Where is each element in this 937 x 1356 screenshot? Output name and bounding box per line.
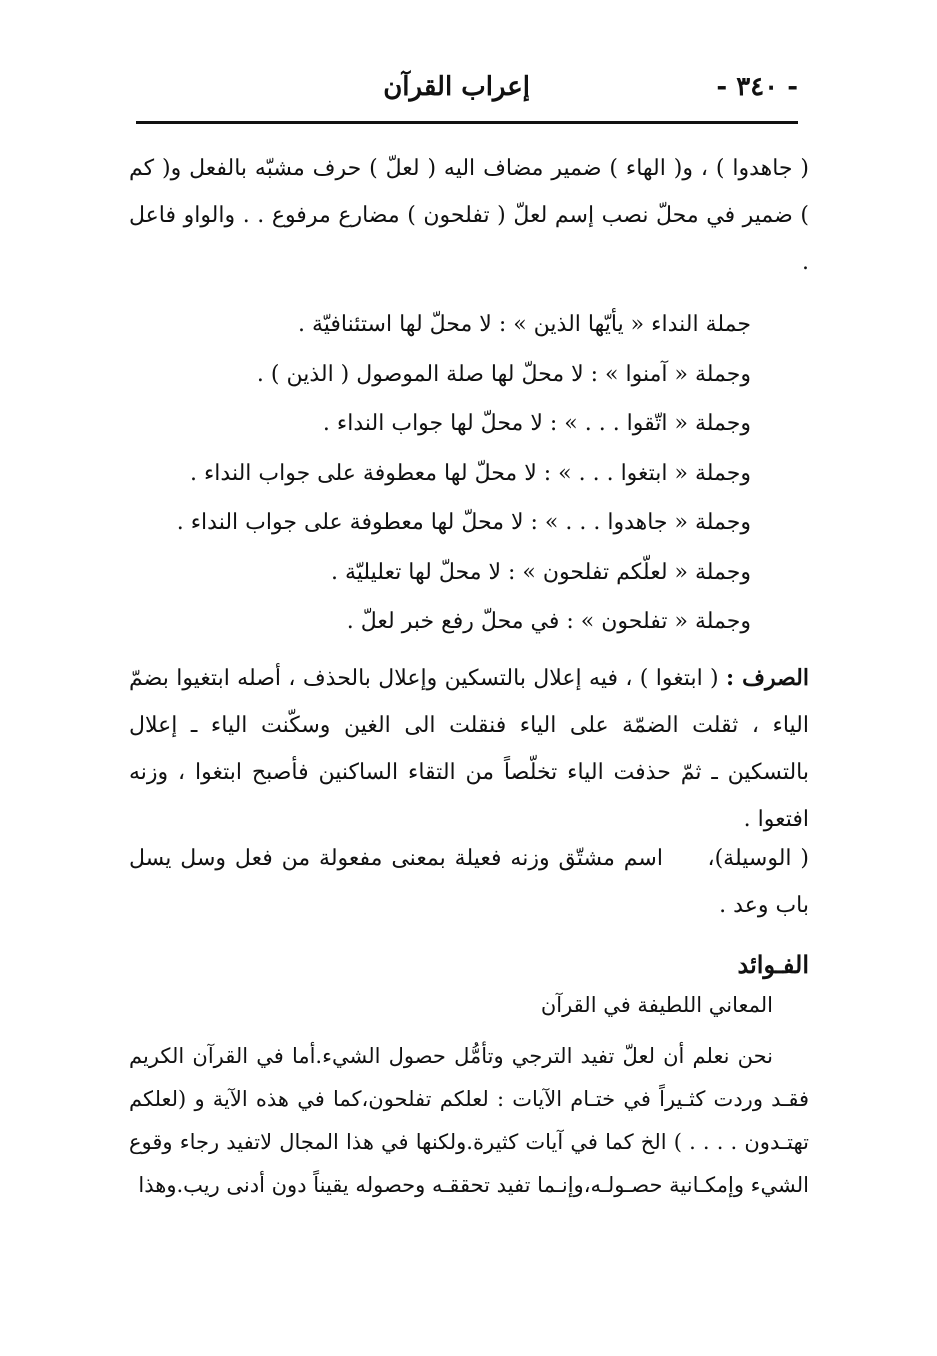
morphology-paragraph [129, 655, 809, 843]
wasila-paragraph [129, 835, 809, 929]
list-item: وجملة « جاهدوا . . . » : لا محلّ لها معطوفة على جواب النداء . [176, 510, 751, 535]
list-item: وجملة « آمنوا » : لا محلّ لها صلة الموصول ( الذين ) . [256, 361, 751, 387]
parsing-paragraph: ( جاهدوا ) ، و( الهاء ) ضمير مضاف اليه ( لعلّ ) حرف مشبّه بالفعل و( كم ) ضمير في محلّ نصب إسم لعلّ ( تفلحون ) مضارع مرفوع . . والواو فاعل . [129, 156, 809, 275]
benefits-paragraph [129, 1035, 809, 1207]
page-number: - ٣٤٠ - [716, 72, 798, 102]
morphology-text: ( ابتغوا ) ، فيه إعلال بالتسكين وإعلال بالحذف ، أصله ابتغيوا بضمّ الياء ، ثقلت الضمّة على الياء فنقلت الى الغين وسكّنت الياء ـ إعلال بالتسكين ـ ثمّ حذفت الياء تخلّصاً من التقاء الساكنين فأصبح ابتغوا ، وزنه افتعوا . [129, 666, 809, 832]
list-item: وجملة « لعلّكم تفلحون » : لا محلّ لها تعليليّة . [330, 559, 751, 585]
morphology-label: الصرف : [726, 665, 809, 691]
page-header [136, 62, 798, 110]
running-title: إعراب القرآن [383, 72, 530, 102]
list-item: جملة النداء « يأيّها الذين » : لا محلّ لها استئنافيّة . [298, 312, 751, 337]
wasila-text: اسم مشتّق وزنه فعيلة بمعنى مفعولة من فعل وسل يسل باب وعد . [129, 846, 809, 918]
header-rule [136, 121, 798, 124]
benefits-subheading: المعاني اللطيفة في القرآن [540, 993, 773, 1017]
sentence-analysis-list [131, 300, 751, 647]
benefits-text: نحن نعلم أن لعلّ تفيد الترجي وتأمُّل حصول الشيء.أما في القرآن الكريم فقـد وردت كثـيراً في ختـام الآيات : لعلكم تفلحون،كما في هذه الآية و (لعلكم تهتـدون . . . . ) الخ كما في آيات كثيرة.ولكنها في هذا المجال لاتفيد رجاء وقوع الشيء وإمكـانية حصـولـه،وإنـما تفيد تحققـه وحصوله يقيناً دون أدنى ريب.وهذا [129, 1044, 809, 1197]
benefits-heading: الفـوائد [737, 950, 809, 979]
list-item: وجملة « اتّقوا . . . » : لا محلّ لها جواب النداء . [322, 411, 751, 436]
list-item: وجملة « تفلحون » : في محلّ رفع خبر لعلّ . [346, 609, 751, 634]
wasila-label: ( الوسيلة)، [707, 846, 809, 871]
list-item: وجملة « ابتغوا . . . » : لا محلّ لها معطوفة على جواب النداء . [189, 460, 751, 486]
